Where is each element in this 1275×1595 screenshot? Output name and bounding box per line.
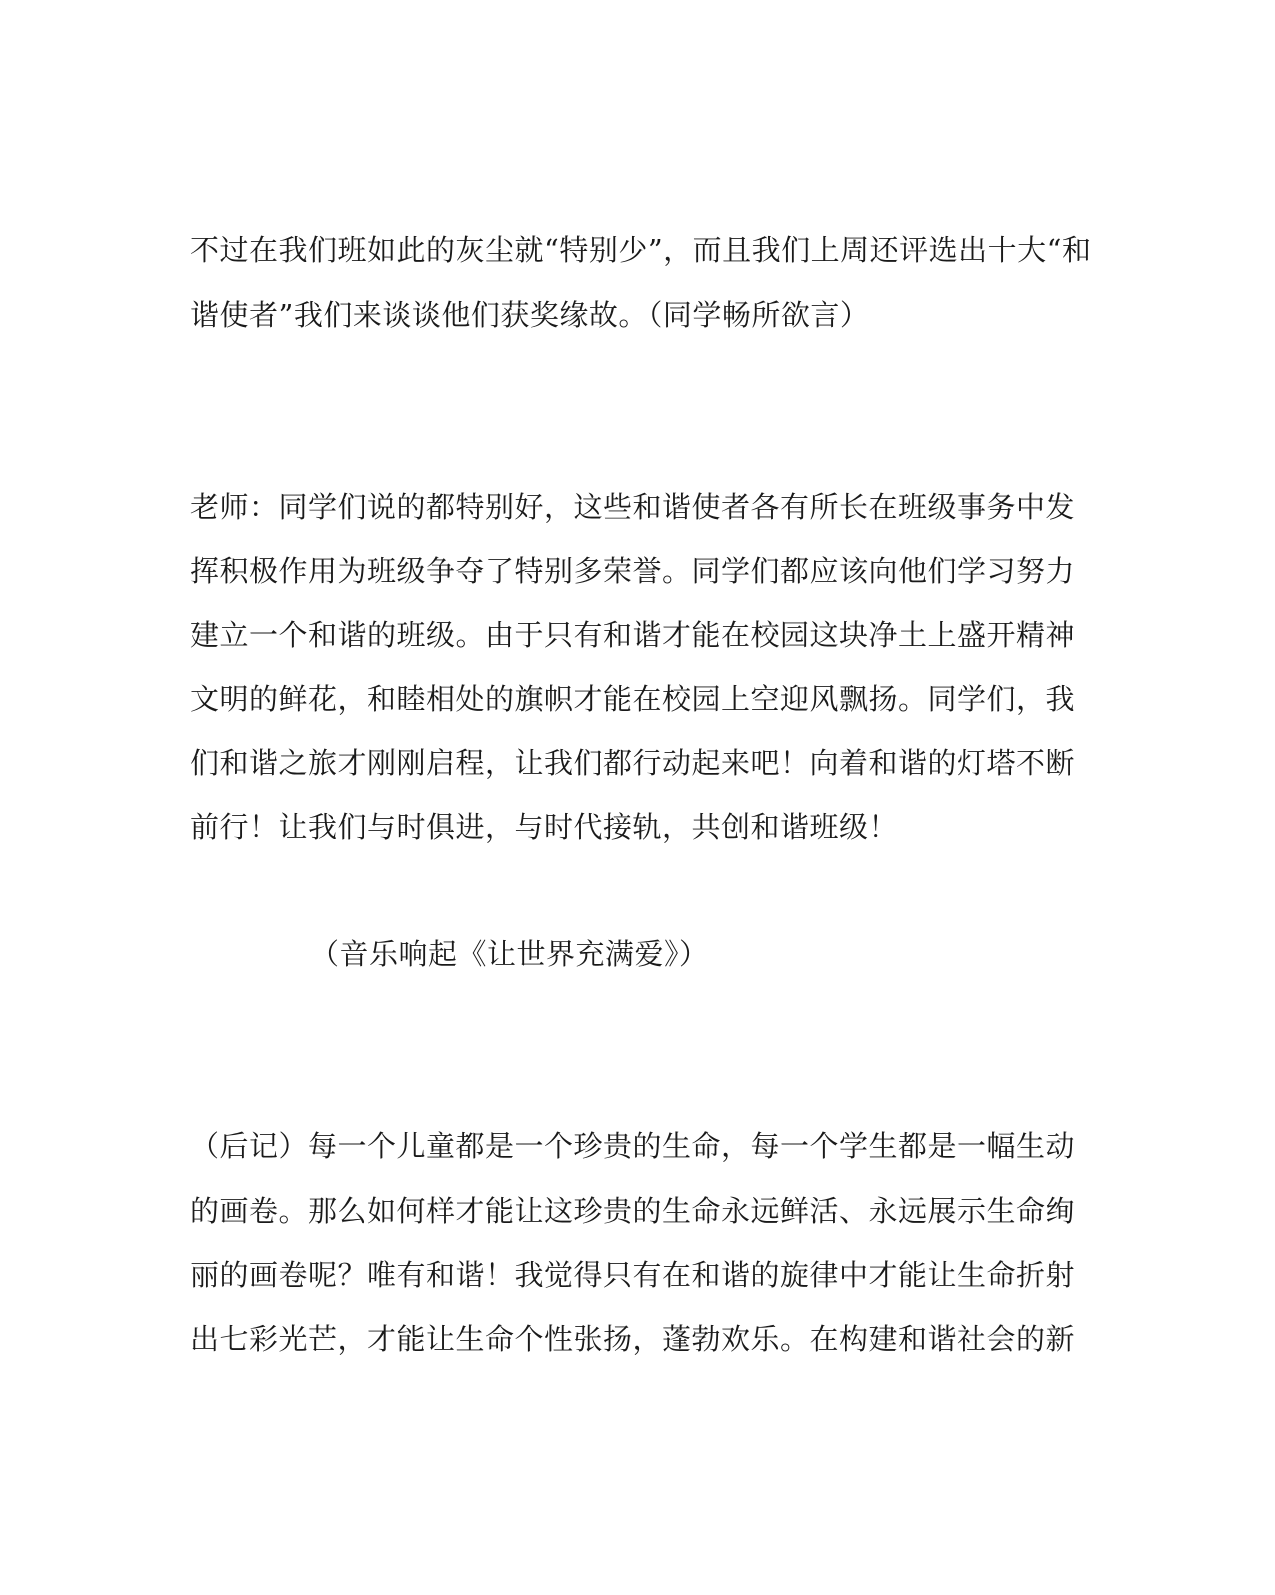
paragraph-line: 前行！让我们与时俱进，与时代接轨，共创和谐班级！ (190, 810, 899, 844)
music-note: （音乐响起《让世界充满爱》） (310, 937, 709, 971)
paragraph-line: 丽的画卷呢？唯有和谐！我觉得只有在和谐的旋律中才能让生命折射 (190, 1258, 1076, 1292)
paragraph-line: 文明的鲜花，和睦相处的旗帜才能在校园上空迎风飘扬。同学们，我 (190, 682, 1076, 716)
paragraph-line: 的画卷。那么如何样才能让这珍贵的生命永远鲜活、永远展示生命绚 (190, 1194, 1076, 1228)
paragraph-line: 谐使者”我们来谈谈他们获奖缘故。（同学畅所欲言） (190, 298, 870, 332)
paragraph-line: 出七彩光芒，才能让生命个性张扬，蓬勃欢乐。在构建和谐社会的新 (190, 1322, 1076, 1356)
paragraph-line: 挥积极作用为班级争夺了特别多荣誉。同学们都应该向他们学习努力 (190, 554, 1076, 588)
paragraph-line: 不过在我们班如此的灰尘就“特别少”，而且我们上周还评选出十大“和 (190, 233, 1092, 267)
paragraph-line: （后记）每一个儿童都是一个珍贵的生命，每一个学生都是一幅生动 (190, 1129, 1076, 1163)
paragraph-line: 老师：同学们说的都特别好，这些和谐使者各有所长在班级事务中发 (190, 490, 1076, 524)
paragraph-line: 们和谐之旅才刚刚启程，让我们都行动起来吧！向着和谐的灯塔不断 (190, 746, 1076, 780)
paragraph-line: 建立一个和谐的班级。由于只有和谐才能在校园这块净土上盛开精神 (190, 618, 1076, 652)
